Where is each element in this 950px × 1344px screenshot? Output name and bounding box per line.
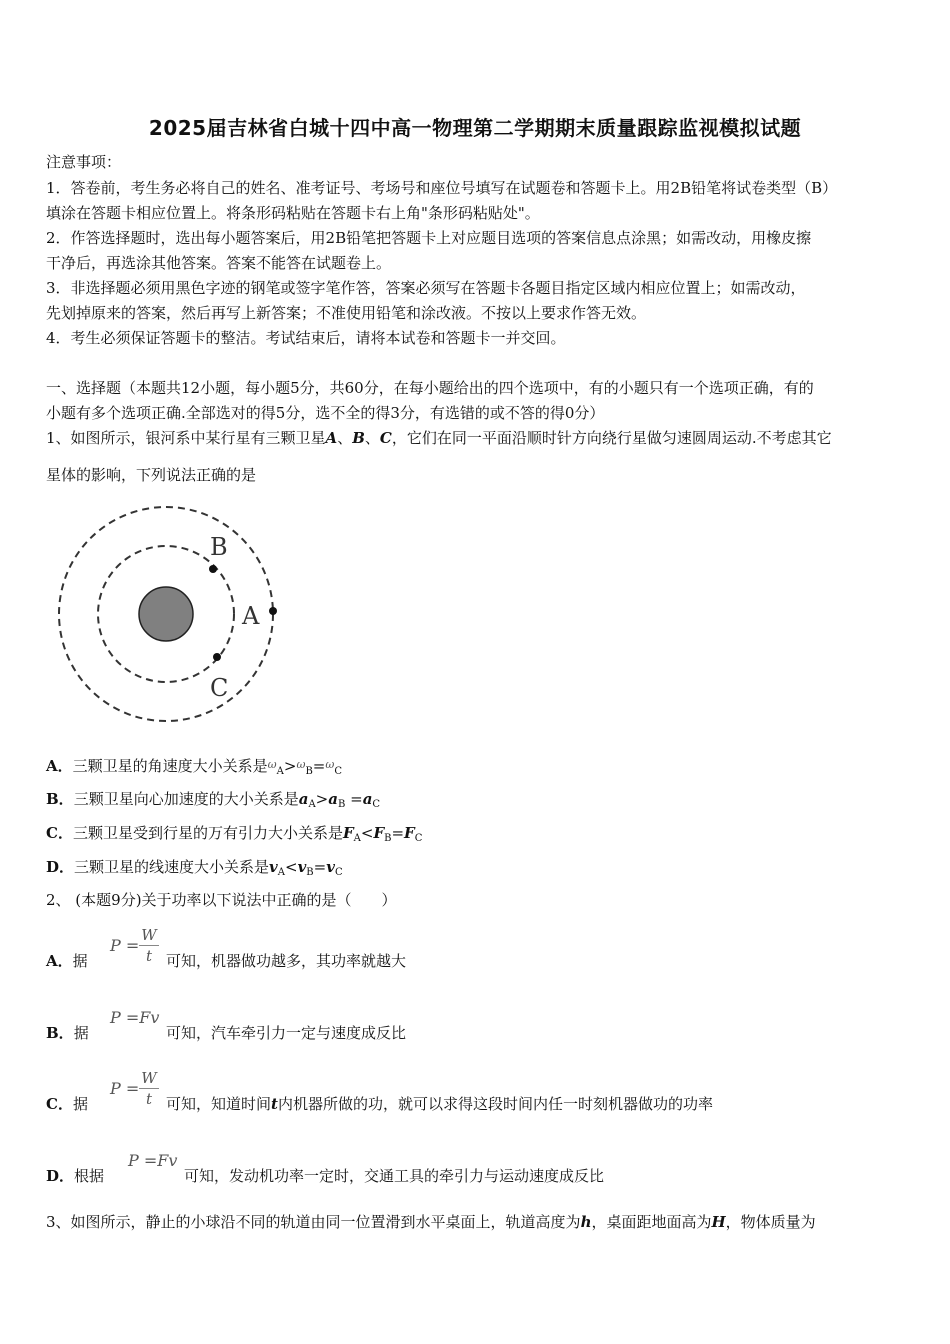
sym: a bbox=[362, 790, 373, 808]
op-2: = bbox=[345, 790, 363, 808]
q1-sat-B: B bbox=[352, 429, 365, 447]
text-a: 可知，知道时间 bbox=[166, 1095, 272, 1113]
notice-line-6: 先划掉原来的答案，然后再写上新答案；不准使用铅笔和涂改液。不按以上要求作答无效。 bbox=[46, 304, 647, 322]
q1-option-D-text: 三颗卫星的线速度大小关系是 bbox=[74, 858, 270, 876]
q3-stem-a: 3、如图所示，静止的小球沿不同的轨道由同一位置滑到水平桌面上，轨道高度为 bbox=[46, 1213, 581, 1231]
q2-option-B-formula: P =Fv bbox=[110, 1008, 160, 1027]
q2-option-B-letter: B． bbox=[46, 1024, 74, 1042]
q2-option-A-letter: A． bbox=[46, 952, 73, 970]
sym: F bbox=[342, 824, 354, 842]
formula-P: P = bbox=[110, 936, 140, 955]
op-2: = bbox=[313, 858, 327, 876]
label-B: B bbox=[210, 533, 228, 561]
q1-option-B[interactable] bbox=[46, 789, 380, 815]
q1-sat-A: A bbox=[325, 429, 338, 447]
sub-A: A bbox=[353, 833, 361, 844]
q2-option-D-text: 可知，发动机功率一定时，交通工具的牵引力与运动速度成反比 bbox=[184, 1167, 605, 1185]
op-2: = bbox=[312, 757, 326, 775]
q1-option-A-letter: A． bbox=[46, 757, 73, 775]
sym: v bbox=[326, 858, 335, 876]
sub-B: B bbox=[306, 867, 314, 878]
q2-option-A-text: 可知，机器做功越多，其功率就越大 bbox=[166, 952, 407, 970]
sub-B: B bbox=[305, 766, 313, 777]
q1-option-A[interactable] bbox=[46, 755, 342, 782]
numerator: W bbox=[141, 926, 157, 944]
q1-option-C-text: 三颗卫星受到行星的万有引力大小关系是 bbox=[72, 824, 343, 842]
q2-option-C[interactable] bbox=[46, 1094, 88, 1114]
notice-heading: 注意事项： bbox=[46, 153, 122, 171]
q1-option-B-text: 三颗卫星向心加速度的大小关系是 bbox=[73, 790, 299, 808]
sub-A: A bbox=[277, 867, 285, 878]
notice-line-7: 4．考生必须保证答题卡的整洁。考试结束后，请将本试卷和答题卡一并交回。 bbox=[46, 329, 566, 347]
q1-stem-b: ，它们在同一平面沿顺时针方向绕行星做匀速圆周运动.不考虑其它 bbox=[391, 429, 832, 447]
q2-option-C-formula bbox=[110, 1068, 159, 1109]
op-1: > bbox=[283, 757, 297, 775]
q2-option-A-formula bbox=[110, 925, 159, 966]
q1-option-D[interactable] bbox=[46, 857, 343, 883]
fraction bbox=[139, 1068, 158, 1109]
q1-option-C-letter: C． bbox=[46, 824, 73, 842]
var-t: t bbox=[271, 1095, 278, 1113]
op-2: = bbox=[391, 824, 405, 842]
q2-option-A-pre: 据 bbox=[72, 952, 88, 970]
sub-C: C bbox=[414, 833, 423, 844]
text-b: 内机器所做的功，就可以求得这段时间内任一时刻机器做功的功率 bbox=[277, 1095, 713, 1113]
var-h: h bbox=[580, 1213, 592, 1231]
sym: v bbox=[297, 858, 307, 876]
q2-option-A[interactable] bbox=[46, 951, 88, 971]
sub-A: A bbox=[308, 799, 316, 810]
q3-stem-b: ，桌面距地面高为 bbox=[591, 1213, 712, 1231]
omega-symbol: ω bbox=[325, 758, 335, 771]
q1-option-B-letter: B． bbox=[46, 790, 74, 808]
section-heading-line-1: 一、选择题（本题共12小题，每小题5分，共60分，在每小题给出的四个选项中，有的小题只有一个选项正确，有的 bbox=[46, 379, 814, 397]
sym: F bbox=[404, 824, 415, 842]
notice-line-2: 填涂在答题卡相应位置上。将条形码粘贴在答题卡右上角"条形码粘贴处"。 bbox=[46, 204, 540, 222]
sub-B: B bbox=[384, 833, 392, 844]
sub-B: B bbox=[337, 799, 346, 810]
sym: a bbox=[328, 790, 338, 808]
sub-C: C bbox=[334, 867, 343, 878]
op-1: > bbox=[315, 790, 329, 808]
q1-option-A-text: 三颗卫星的角速度大小关系是 bbox=[72, 757, 268, 775]
denominator: t bbox=[145, 947, 152, 965]
section-heading-line-2: 小题有多个选项正确.全部选对的得5分，选不全的得3分，有选错的或不答的得0分） bbox=[46, 404, 605, 422]
omega-symbol: ω bbox=[296, 758, 306, 771]
q2-option-C-letter: C． bbox=[46, 1095, 73, 1113]
formula-P: P = bbox=[110, 1079, 140, 1098]
orbit-diagram bbox=[50, 500, 290, 732]
q1-option-C[interactable] bbox=[46, 823, 422, 849]
denominator: t bbox=[145, 1090, 152, 1108]
sub-A: A bbox=[276, 766, 284, 777]
q2-option-D[interactable] bbox=[46, 1166, 104, 1186]
sub-C: C bbox=[334, 766, 343, 777]
q2-stem: 2、 (本题9分)关于功率以下说法中正确的是（ ） bbox=[46, 891, 397, 909]
notice-line-3: 2．作答选择题时，选出每小题答案后，用2B铅笔把答题卡上对应题目选项的答案信息点涂黑；如需改动，用橡皮擦 bbox=[46, 229, 812, 247]
q3-stem bbox=[46, 1212, 816, 1232]
q1-stem-line-2: 星体的影响，下列说法正确的是 bbox=[46, 466, 257, 484]
label-A: A bbox=[242, 602, 260, 630]
planet bbox=[139, 587, 193, 641]
notice-line-5: 3．非选择题必须用黑色字迹的钢笔或签字笔作答，答案必须写在答题卡各题目指定区域内相应位置上；如需改动， bbox=[46, 279, 806, 297]
q2-option-B-pre: 据 bbox=[73, 1024, 89, 1042]
notice-line-4: 干净后，再选涂其他答案。答案不能答在试题卷上。 bbox=[46, 254, 392, 272]
q1-sep-1: 、 bbox=[337, 429, 353, 447]
satellite-C bbox=[213, 653, 221, 661]
var-H: H bbox=[711, 1213, 726, 1231]
q3-stem-c: ，物体质量为 bbox=[725, 1213, 816, 1231]
op-1: < bbox=[284, 858, 298, 876]
label-C: C bbox=[210, 674, 229, 702]
page-title: 2025届吉林省白城十四中高一物理第二学期期末质量跟踪监视模拟试题 bbox=[148, 116, 802, 140]
q2-option-B[interactable] bbox=[46, 1023, 89, 1043]
satellite-A bbox=[269, 607, 277, 615]
q1-sat-C: C bbox=[379, 429, 392, 447]
q2-option-D-formula: P =Fv bbox=[128, 1151, 178, 1170]
q2-option-C-text bbox=[166, 1094, 713, 1114]
op-1: < bbox=[360, 824, 374, 842]
sym: F bbox=[373, 824, 385, 842]
fraction bbox=[139, 925, 158, 966]
q1-stem-a: 1、如图所示，银河系中某行星有三颗卫星 bbox=[46, 429, 326, 447]
numerator: W bbox=[141, 1069, 157, 1087]
omega-symbol: ω bbox=[267, 758, 277, 771]
sub-C: C bbox=[372, 799, 381, 810]
q2-option-B-text: 可知，汽车牵引力一定与速度成反比 bbox=[166, 1024, 407, 1042]
q2-option-D-pre: 根据 bbox=[74, 1167, 105, 1185]
q2-option-D-letter: D． bbox=[46, 1167, 75, 1185]
q1-option-D-letter: D． bbox=[46, 858, 75, 876]
q1-sep-2: 、 bbox=[364, 429, 380, 447]
satellite-B bbox=[209, 565, 217, 573]
notice-line-1: 1．答卷前，考生务必将自己的姓名、准考证号、考场号和座位号填写在试题卷和答题卡上。用2B铅笔将试卷类型（B） bbox=[46, 179, 838, 197]
sym: v bbox=[269, 858, 278, 876]
q1-stem-line-1 bbox=[46, 428, 832, 448]
sym: a bbox=[298, 790, 309, 808]
q2-option-C-pre: 据 bbox=[72, 1095, 88, 1113]
